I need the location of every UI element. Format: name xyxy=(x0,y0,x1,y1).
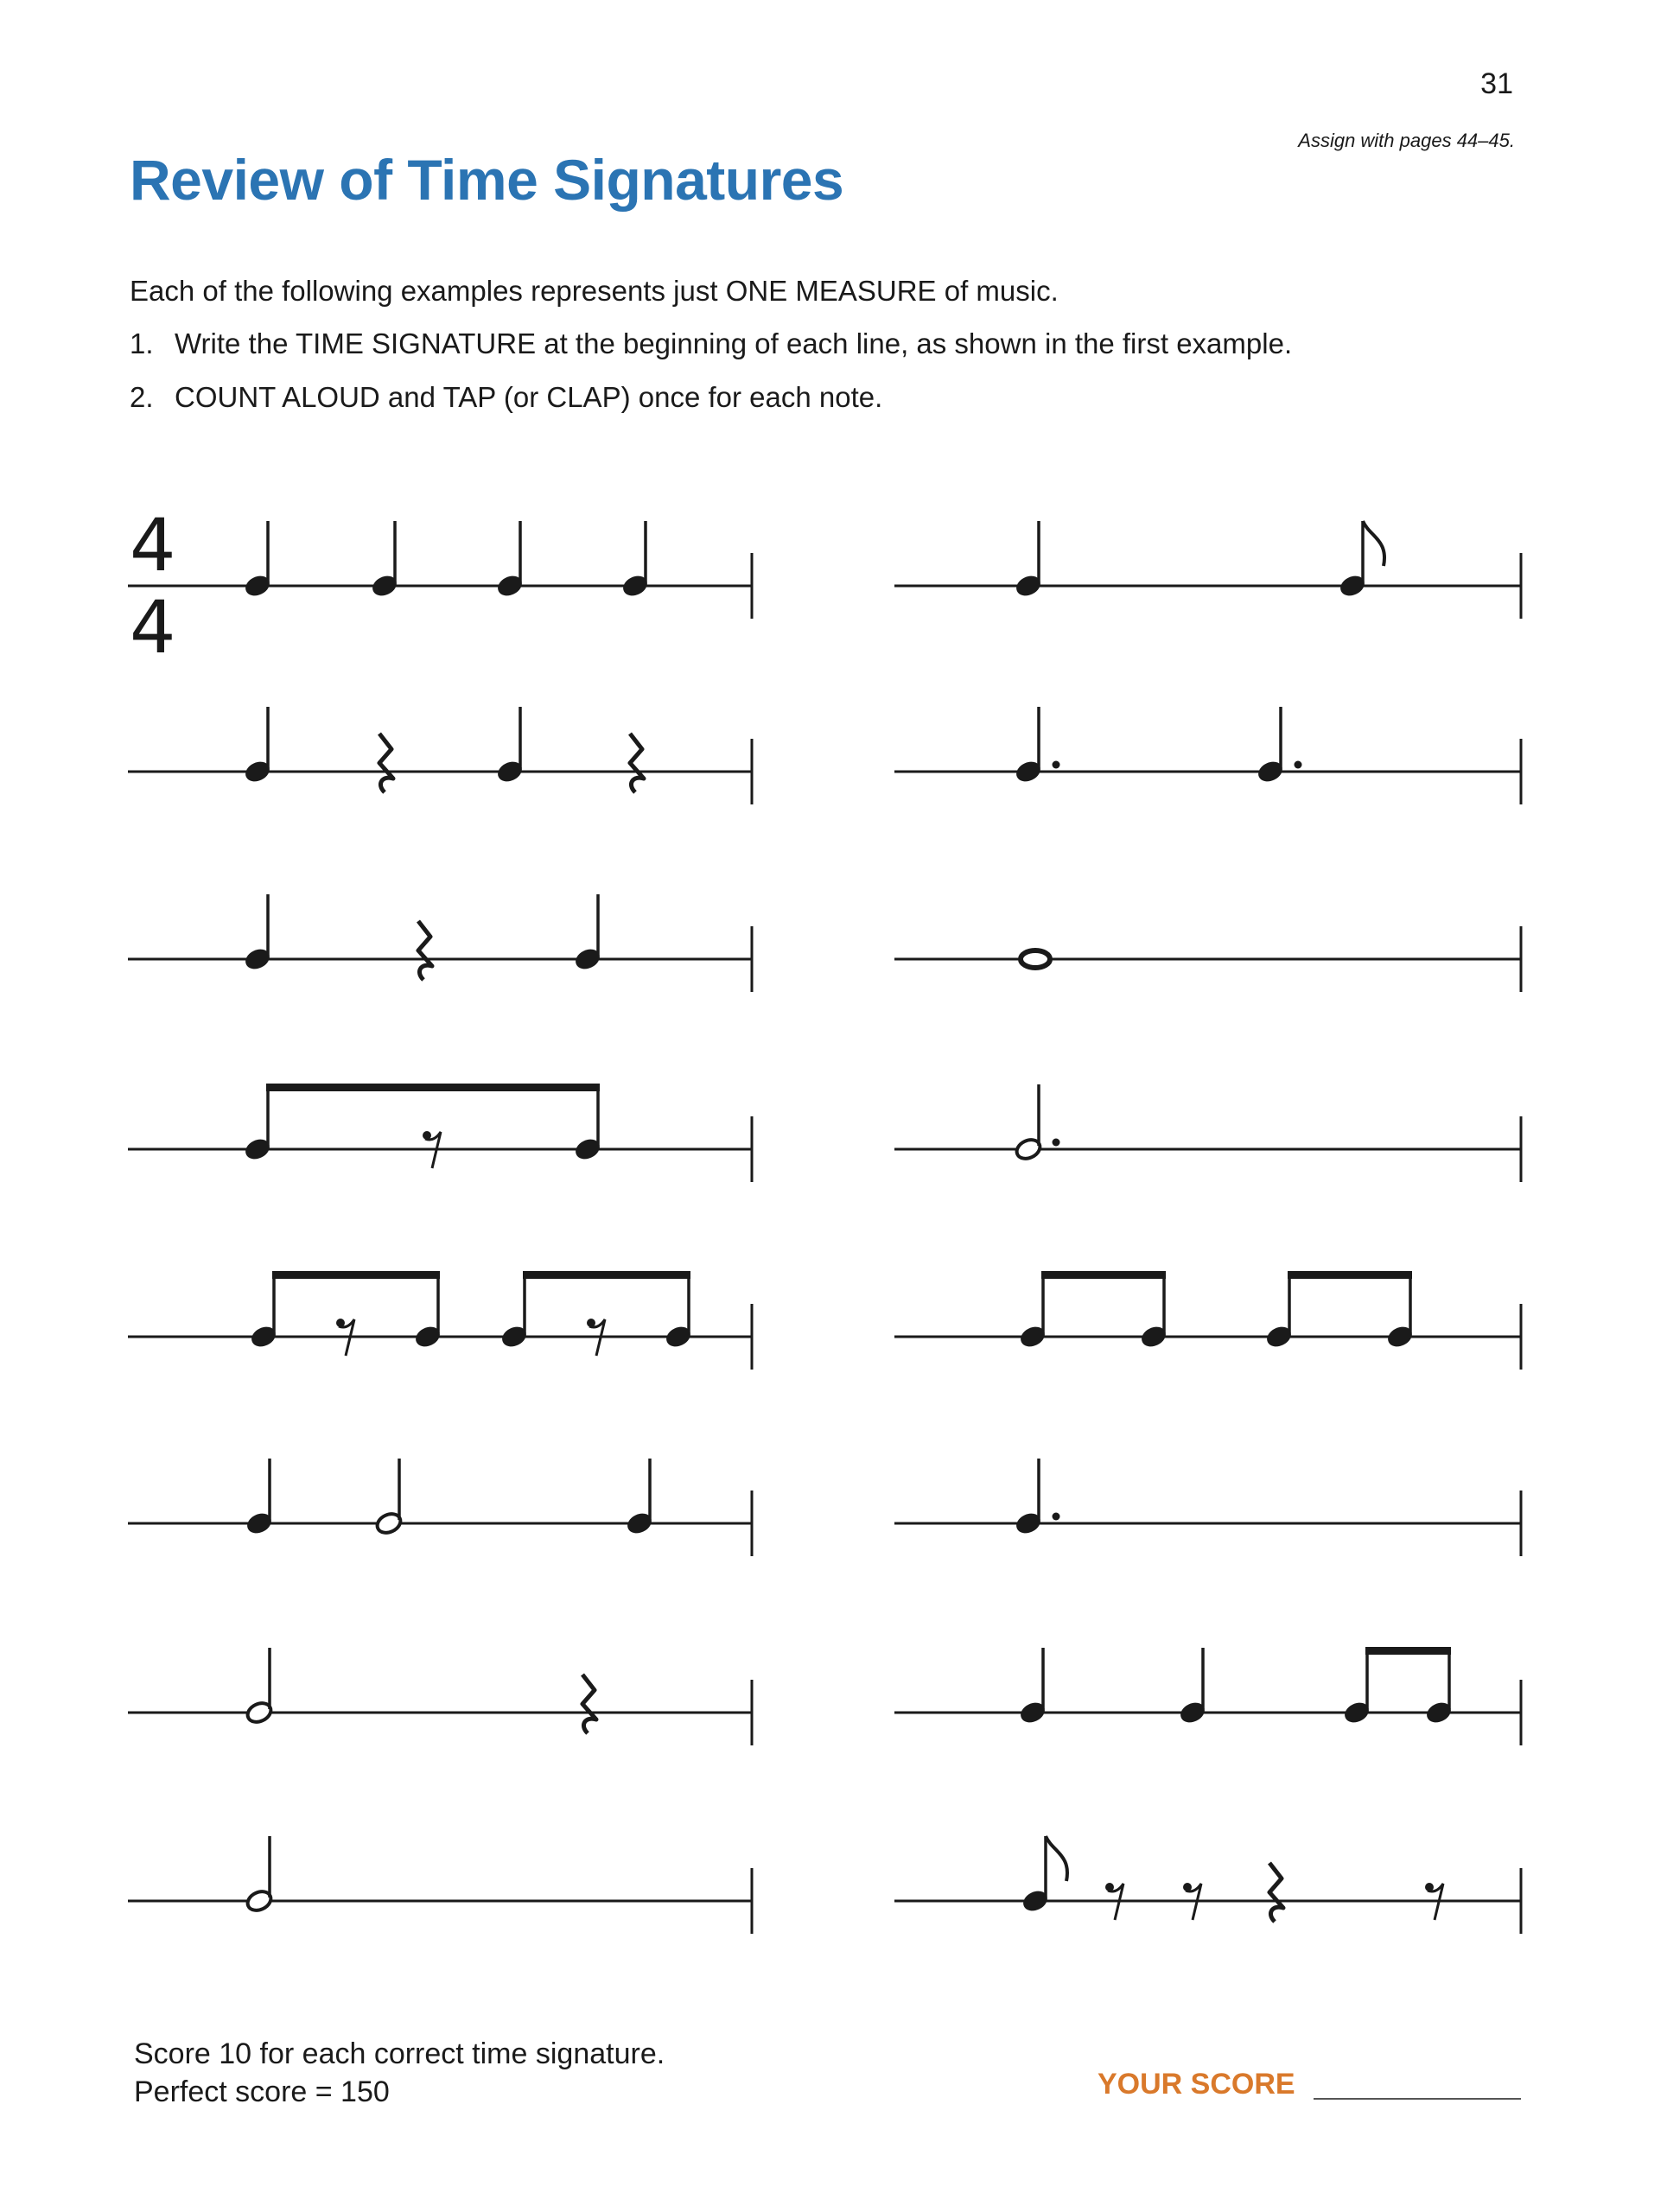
whole-note xyxy=(1021,950,1050,968)
quarter-rest xyxy=(379,734,393,792)
note-beam xyxy=(523,1271,690,1279)
augmentation-dot xyxy=(1053,1513,1060,1521)
quarter-rest xyxy=(630,734,644,792)
measure-left-7 xyxy=(128,1648,752,1745)
score-rule: Score 10 for each correct time signature. xyxy=(134,2037,665,2070)
augmentation-dot xyxy=(1295,761,1302,769)
measure-left-5 xyxy=(128,1271,752,1370)
measure-left-2 xyxy=(128,707,752,804)
your-score-label: YOUR SCORE xyxy=(1098,2068,1295,2101)
measure-right-4 xyxy=(894,1084,1521,1182)
note-beam xyxy=(266,1084,600,1091)
score-instructions xyxy=(134,2035,665,2111)
measure-right-6 xyxy=(894,1459,1521,1556)
your-score-blank[interactable] xyxy=(1314,2098,1521,2100)
assign-note: Assign with pages 44–45. xyxy=(1298,130,1515,151)
measure-right-8 xyxy=(894,1836,1521,1934)
note-beam xyxy=(1288,1271,1412,1279)
measure-right-7 xyxy=(894,1647,1521,1745)
note-beam xyxy=(1041,1271,1166,1279)
augmentation-dot xyxy=(1053,761,1060,769)
note-beam xyxy=(1365,1647,1451,1655)
instruction-number: 1. xyxy=(130,327,154,359)
augmentation-dot xyxy=(1053,1139,1060,1147)
measure-left-6 xyxy=(128,1459,752,1556)
measure-left-8 xyxy=(128,1836,752,1934)
measure-right-1 xyxy=(894,521,1521,619)
quarter-rest xyxy=(418,921,432,980)
note-beam xyxy=(272,1271,440,1279)
page-number: 31 xyxy=(1480,67,1513,100)
instruction-text: Write the TIME SIGNATURE at the beginning of each line, as shown in the first example. xyxy=(175,327,1293,359)
instruction-text: COUNT ALOUD and TAP (or CLAP) once for each note. xyxy=(175,381,883,413)
eighth-note-flag xyxy=(1046,1836,1067,1881)
measure-right-3 xyxy=(894,926,1521,992)
quarter-rest xyxy=(1269,1863,1283,1922)
measure-right-2 xyxy=(894,707,1521,804)
measure-left-4 xyxy=(128,1084,752,1182)
time-signature-bottom: 4 xyxy=(130,585,176,670)
page-title: Review of Time Signatures xyxy=(130,148,844,212)
time-signature-top: 4 xyxy=(130,503,176,588)
measure-right-5 xyxy=(894,1271,1521,1370)
measure-left-3 xyxy=(128,894,752,992)
eighth-note-flag xyxy=(1363,521,1384,566)
instruction-number: 2. xyxy=(130,381,154,413)
intro-text: Each of the following examples represents just ONE MEASURE of music. xyxy=(130,275,1059,307)
perfect-score: Perfect score = 150 xyxy=(134,2075,390,2108)
measure-left-1 xyxy=(128,521,752,619)
quarter-rest xyxy=(582,1675,596,1733)
